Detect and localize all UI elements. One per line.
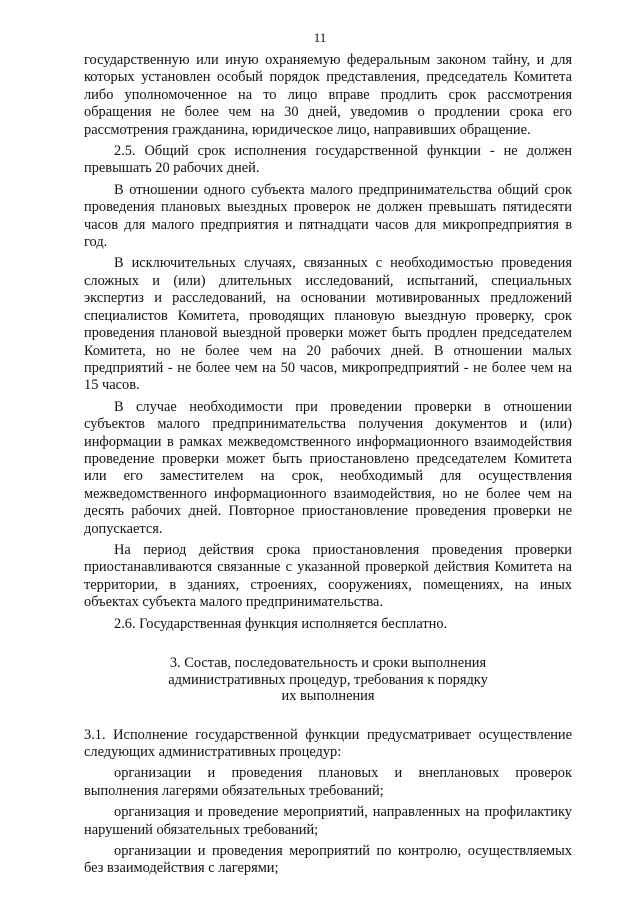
paragraph-3-1: 3.1. Исполнение государственной функции предусматривает осуществление следующих административных процедур: (84, 726, 572, 760)
section-3-heading-line: 3. Состав, последовательность и сроки выполнения (169, 655, 487, 671)
procedure-item: организации и проведения плановых и внеплановых проверок выполнения лагерями обязательных требований; (84, 765, 572, 799)
section-3-heading-line: административных процедур, требования к порядку (168, 671, 488, 688)
document-body (84, 52, 572, 882)
paragraph-2-5: 2.5. Общий срок исполнения государственной функции - не должен превышать 20 рабочих дней. (84, 143, 572, 177)
section-3-heading (84, 655, 572, 705)
paragraph-continuation: государственную или иную охраняемую федеральным законом тайну, и для которых установлен особый порядок представления, председатель Комитета либо уполномоченное на то лицо вправе продлить срок рассмотрения обращения не более чем на 30 дней, уведомив о продлении срока его рассмотрения гражданина, юридическое лицо, направивших обращение. (84, 52, 572, 138)
paragraph-exceptional-cases: В исключительных случаях, связанных с необходимостью проведения сложных и (или) длительных исследований, испытаний, специальных экспертиз и расследований, на основании мотивированных предложений специалистов Комитета, проводящих плановую выездную проверку, срок проведения плановой выездной проверки может быть продлен председателем Комитета, но не более чем на 20 рабочих дней. В отношении малых предприятий - не более чем на 50 часов, микропредприятий - не более чем на 15 часов. (84, 255, 572, 394)
section-3-heading-line: их выполнения (281, 688, 375, 704)
procedure-item: организации и проведения мероприятий по контролю, осуществляемых без взаимодействия с лагерями; (84, 842, 572, 877)
paragraph-suspension-period: На период действия срока приостановления проведения проверки приостанавливаются связанные с указанной проверкой действия Комитета на территории, в зданиях, строениях, сооружениях, помещениях, на иных объектах субъекта малого предпринимательства. (84, 541, 572, 611)
paragraph-inspection-term: В отношении одного субъекта малого предпринимательства общий срок проведения плановых выездных проверок не должен превышать пятидесяти часов для малого предприятия и пятнадцати часов для микропредприятия в год. (84, 181, 572, 251)
paragraph-suspension: В случае необходимости при проведении проверки в отношении субъектов малого предпринимательства получения документов и (или) информации в рамках межведомственного информационного взаимодействия проведение проверки может быть приостановлено председателем Комитета или его заместителем на срок, необходимый для осуществления межведомственного информационного взаимодействия, но не более чем на десять рабочих дней. Повторное приостановление проведения проверки не допускается. (84, 398, 572, 537)
procedure-item: организация и проведение мероприятий, направленных на профилактику нарушений обязательных требований; (84, 804, 572, 838)
page-number: 11 (313, 30, 327, 45)
paragraph-2-6: 2.6. Государственная функция исполняется бесплатно. (114, 615, 448, 632)
